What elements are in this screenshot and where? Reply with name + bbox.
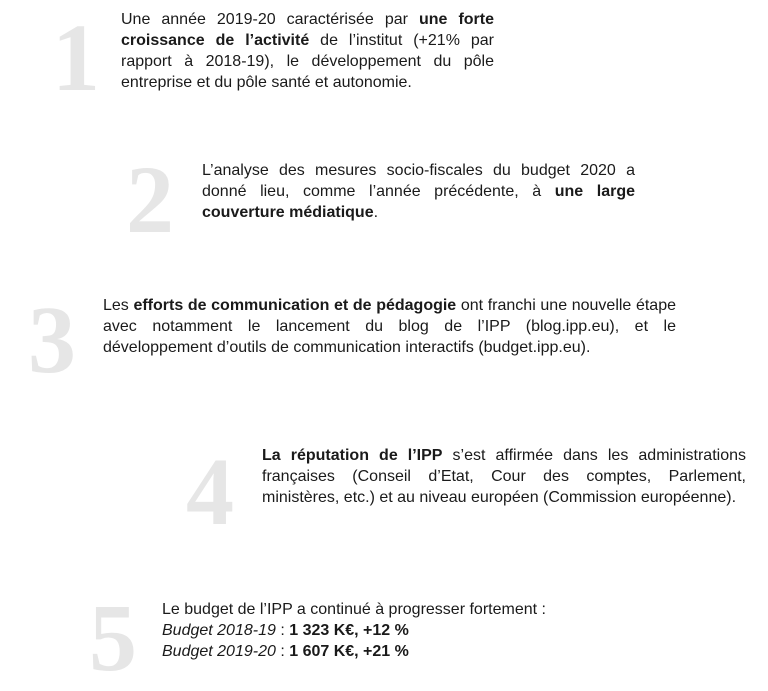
item-2-bold: une large couverture médiatique (202, 183, 635, 221)
budget-separator: : (275, 622, 290, 639)
budget-intro: Le budget de l’IPP a continué à progresser fortement : (162, 601, 546, 618)
budget-label: Budget 2019-20 (162, 643, 276, 660)
item-1-text-a: Une année 2019-20 caractérisée par (121, 11, 419, 28)
item-1-text-b: de l’institut (+21% par rapport à 2018-19), le développement du pôle entreprise et du pôle santé et autonomie. (121, 32, 494, 91)
item-text-5 (162, 599, 622, 662)
item-number-5: 5 (89, 584, 137, 691)
budget-line-2018 (162, 620, 622, 641)
item-text-2 (202, 160, 635, 223)
item-text-4 (262, 445, 746, 508)
item-number-1: 1 (52, 4, 100, 111)
budget-value: 1 323 K€, +12 % (289, 622, 409, 639)
item-3-text-b: ont franchi une nouvelle étape avec notamment le lancement du blog de l’IPP (blog.ipp.eu), et le développement d’outils de communication interactifs (budget.ipp.eu). (103, 297, 676, 356)
item-text-1 (121, 9, 494, 93)
budget-line-2019 (162, 641, 622, 662)
item-4-bold: La réputation de l’IPP (262, 447, 443, 464)
item-number-3: 3 (28, 286, 76, 393)
item-number-2: 2 (126, 146, 174, 253)
item-number-4: 4 (186, 438, 234, 545)
budget-value: 1 607 K€, +21 % (289, 643, 409, 660)
item-4-text-b: s’est affirmée dans les administrations françaises (Conseil d’Etat, Cour des comptes, Parlement, ministères, etc.) et au niveau européen (Commission européenne). (262, 447, 746, 506)
item-1-bold: une forte croissance de l’activité (121, 11, 494, 49)
item-3-text-a: Les (103, 297, 134, 314)
budget-label: Budget 2018-19 (162, 622, 276, 639)
item-2-text-a: L’analyse des mesures socio-fiscales du budget 2020 a donné lieu, comme l’année précédente, à (202, 162, 635, 200)
item-2-text-b: . (373, 204, 379, 221)
budget-separator: : (275, 643, 290, 660)
item-text-3 (103, 295, 676, 358)
item-3-bold: efforts de communication et de pédagogie (133, 297, 457, 314)
